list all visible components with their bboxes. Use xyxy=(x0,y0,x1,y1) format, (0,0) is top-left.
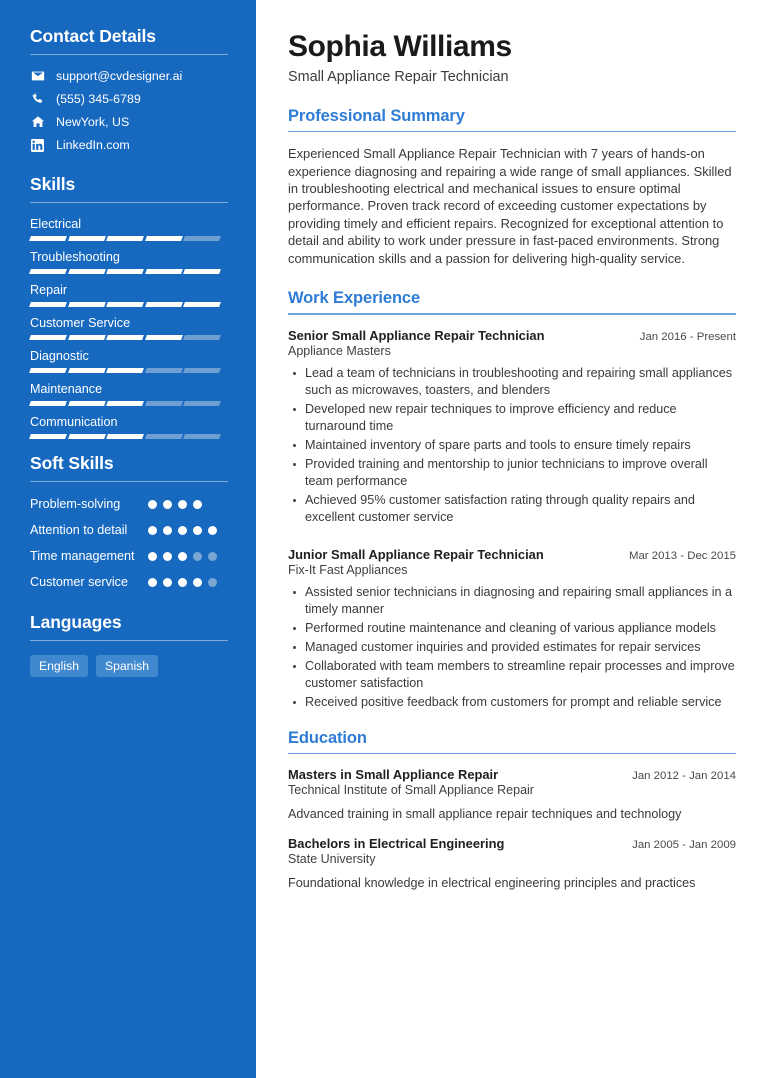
contact-section xyxy=(30,26,228,152)
contact-list xyxy=(30,69,228,152)
skill-level-bar xyxy=(30,434,220,439)
section-divider xyxy=(30,202,228,203)
experience-entry xyxy=(288,547,736,711)
employer-name: Fix-It Fast Appliances xyxy=(288,562,408,577)
job-title: Senior Small Appliance Repair Technician xyxy=(288,327,545,343)
education-section-title: Education xyxy=(288,728,367,747)
soft-skill-item xyxy=(30,548,228,570)
experience-section-title: Work Experience xyxy=(288,289,421,308)
rating-dot xyxy=(163,552,172,561)
skill-bar-segment xyxy=(183,335,220,340)
school-name: State University xyxy=(288,852,376,867)
skill-bar-segment xyxy=(183,302,220,307)
rating-dot xyxy=(208,578,217,587)
education-entry-header xyxy=(288,836,736,851)
skill-bar-segment xyxy=(29,434,66,439)
candidate-role: Small Appliance Repair Technician xyxy=(288,68,509,85)
education-description: Foundational knowledge in electrical engineering principles and practices xyxy=(288,876,696,891)
skill-bar-segment xyxy=(29,335,66,340)
skill-bar-segment xyxy=(106,368,143,373)
rating-dot xyxy=(208,552,217,561)
skill-name: Customer Service xyxy=(30,316,131,330)
skill-bar-segment xyxy=(106,434,143,439)
education-entry-header xyxy=(288,767,736,782)
rating-dot xyxy=(193,578,202,587)
skill-bar-segment xyxy=(106,335,143,340)
skill-bar-segment xyxy=(183,269,220,274)
job-responsibility-list xyxy=(288,365,736,526)
job-responsibility-item: Assisted senior technicians in diagnosing and repairing small appliances in a timely manner xyxy=(288,584,736,618)
rating-dot xyxy=(163,500,172,509)
skill-bar-segment xyxy=(183,401,220,406)
contact-item-text: NewYork, US xyxy=(56,115,130,129)
job-responsibility-item: Lead a team of technicians in troubleshooting and repairing small appliances such as microwaves, toasters, and blenders xyxy=(288,365,736,399)
education-date-range: Jan 2005 - Jan 2009 xyxy=(632,839,736,852)
degree-title: Bachelors in Electrical Engineering xyxy=(288,836,505,852)
skill-item xyxy=(30,415,228,439)
rating-dot xyxy=(178,578,187,587)
section-underline xyxy=(288,753,736,755)
skill-bar-segment xyxy=(68,335,105,340)
soft-skill-name: Time management xyxy=(30,549,135,563)
contact-item[interactable] xyxy=(30,69,228,83)
rating-dot xyxy=(193,500,202,509)
soft-skill-name: Customer service xyxy=(30,575,128,589)
contact-item[interactable] xyxy=(30,138,228,152)
phone-icon xyxy=(30,92,45,106)
rating-dot xyxy=(148,526,157,535)
job-responsibility-item: Collaborated with team members to streamline repair processes and improve customer satisfaction xyxy=(288,658,736,692)
education-list xyxy=(288,767,736,892)
contact-item[interactable] xyxy=(30,115,228,129)
education-section xyxy=(288,729,736,893)
skill-name: Diagnostic xyxy=(30,349,89,363)
skill-level-bar xyxy=(30,302,220,307)
skill-item xyxy=(30,382,228,406)
contact-section-title: Contact Details xyxy=(30,26,156,46)
skill-level-bar xyxy=(30,401,220,406)
skill-bar-segment xyxy=(106,236,143,241)
rating-dot xyxy=(148,578,157,587)
job-date-range: Jan 2016 - Present xyxy=(639,330,736,343)
skill-bar-segment xyxy=(29,269,66,274)
employer-name: Appliance Masters xyxy=(288,343,391,358)
skill-item xyxy=(30,217,228,241)
education-entry xyxy=(288,767,736,823)
rating-dot xyxy=(178,552,187,561)
skill-item xyxy=(30,316,228,340)
skill-bar-segment xyxy=(145,302,182,307)
skill-bar-segment xyxy=(145,236,182,241)
soft-skill-rating xyxy=(148,548,224,561)
rating-dot xyxy=(178,526,187,535)
sidebar xyxy=(0,0,256,1078)
job-responsibility-item: Performed routine maintenance and cleaning of various appliance models xyxy=(288,620,736,637)
soft-skill-name: Attention to detail xyxy=(30,523,128,537)
language-chip-list xyxy=(30,655,228,677)
skill-bar-segment xyxy=(29,302,66,307)
experience-entry xyxy=(288,328,736,526)
skill-bar-segment xyxy=(145,335,182,340)
soft-skill-rating xyxy=(148,496,224,509)
skill-bar-segment xyxy=(29,236,66,241)
rating-dot xyxy=(148,500,157,509)
skill-name: Troubleshooting xyxy=(30,250,120,264)
rating-dot xyxy=(163,526,172,535)
education-date-range: Jan 2012 - Jan 2014 xyxy=(632,770,736,783)
skill-bar-segment xyxy=(68,236,105,241)
section-divider xyxy=(30,54,228,55)
skills-list xyxy=(30,217,228,439)
skill-bar-segment xyxy=(183,236,220,241)
job-responsibility-item: Developed new repair techniques to improve efficiency and reduce turnaround time xyxy=(288,401,736,435)
rating-dot xyxy=(178,500,187,509)
section-underline xyxy=(288,131,736,133)
soft-skill-rating xyxy=(148,574,224,587)
entry-spacer xyxy=(288,531,736,547)
soft-skill-item xyxy=(30,574,228,596)
skill-item xyxy=(30,283,228,307)
skill-name: Electrical xyxy=(30,217,82,231)
skill-level-bar xyxy=(30,236,220,241)
skill-bar-segment xyxy=(106,401,143,406)
job-title: Junior Small Appliance Repair Technician xyxy=(288,546,544,562)
rating-dot xyxy=(163,578,172,587)
languages-section xyxy=(30,612,228,677)
skill-level-bar xyxy=(30,335,220,340)
degree-title: Masters in Small Appliance Repair xyxy=(288,767,499,783)
envelope-icon xyxy=(30,69,45,83)
job-responsibility-list xyxy=(288,584,736,711)
skill-bar-segment xyxy=(68,401,105,406)
soft-skills-section-title: Soft Skills xyxy=(30,453,114,473)
section-divider xyxy=(30,640,228,641)
candidate-name: Sophia Williams xyxy=(288,30,512,63)
education-description: Advanced training in small appliance repair techniques and technology xyxy=(288,807,682,822)
skill-bar-segment xyxy=(68,434,105,439)
skill-bar-segment xyxy=(106,269,143,274)
skill-bar-segment xyxy=(145,269,182,274)
skill-name: Repair xyxy=(30,283,68,297)
contact-item-text: support@cvdesigner.ai xyxy=(56,69,183,83)
skill-level-bar xyxy=(30,368,220,373)
skill-name: Maintenance xyxy=(30,382,103,396)
school-name: Technical Institute of Small Appliance Repair xyxy=(288,783,534,798)
rating-dot xyxy=(193,526,202,535)
work-experience-section xyxy=(288,289,736,711)
languages-section-title: Languages xyxy=(30,612,122,632)
job-responsibility-item: Provided training and mentorship to junior technicians to improve overall team performance xyxy=(288,456,736,490)
skill-bar-segment xyxy=(183,434,220,439)
skill-bar-segment xyxy=(145,401,182,406)
experience-list xyxy=(288,328,736,711)
job-responsibility-item: Managed customer inquiries and provided estimates for repair services xyxy=(288,639,736,656)
home-icon xyxy=(30,115,45,129)
professional-summary-section xyxy=(288,107,736,267)
skill-bar-segment xyxy=(29,401,66,406)
rating-dot xyxy=(193,552,202,561)
skill-bar-segment xyxy=(183,368,220,373)
job-responsibility-item: Achieved 95% customer satisfaction rating through quality repairs and excellent customer service xyxy=(288,492,736,526)
skill-item xyxy=(30,250,228,274)
soft-skill-name: Problem-solving xyxy=(30,497,121,511)
skill-level-bar xyxy=(30,269,220,274)
section-underline xyxy=(288,313,736,315)
main-content xyxy=(256,0,768,1078)
skill-bar-segment xyxy=(68,302,105,307)
language-chip: Spanish xyxy=(96,655,158,677)
skill-name: Communication xyxy=(30,415,118,429)
linkedin-icon xyxy=(30,139,45,152)
skills-section xyxy=(30,174,228,439)
soft-skill-rating xyxy=(148,522,224,535)
skill-bar-segment xyxy=(29,368,66,373)
soft-skill-item xyxy=(30,496,228,518)
education-entry xyxy=(288,836,736,892)
contact-item-text: LinkedIn.com xyxy=(56,138,130,152)
contact-item[interactable] xyxy=(30,92,228,106)
soft-skills-section xyxy=(30,453,228,596)
summary-text: Experienced Small Appliance Repair Technician with 7 years of hands-on experience diagnosing and repairing a wide range of small appliances. Skilled in troubleshooting electrical and mechanical issues to ensure optimal performance. Proven track record of exceeding customer expectations by providing timely and efficient repairs. Recognized for exceptional attention to detail and ability to work under pressure in fast-paced environments. Strong communication skills and a passion for delivering high-quality service. xyxy=(288,146,732,266)
soft-skill-item xyxy=(30,522,228,544)
job-date-range: Mar 2013 - Dec 2015 xyxy=(628,549,736,562)
skill-bar-segment xyxy=(145,434,182,439)
skill-bar-segment xyxy=(68,368,105,373)
job-responsibility-item: Maintained inventory of spare parts and tools to ensure timely repairs xyxy=(288,437,736,454)
contact-item-text: (555) 345-6789 xyxy=(56,92,141,106)
skill-bar-segment xyxy=(145,368,182,373)
soft-skills-list xyxy=(30,496,228,596)
experience-entry-header xyxy=(288,328,736,343)
job-responsibility-item: Received positive feedback from customers for prompt and reliable service xyxy=(288,694,736,711)
skill-item xyxy=(30,349,228,373)
skill-bar-segment xyxy=(106,302,143,307)
section-divider xyxy=(30,481,228,482)
language-chip: English xyxy=(30,655,88,677)
summary-section-title: Professional Summary xyxy=(288,106,465,125)
skill-bar-segment xyxy=(68,269,105,274)
experience-entry-header xyxy=(288,547,736,562)
rating-dot xyxy=(148,552,157,561)
skills-section-title: Skills xyxy=(30,174,76,194)
rating-dot xyxy=(208,526,217,535)
